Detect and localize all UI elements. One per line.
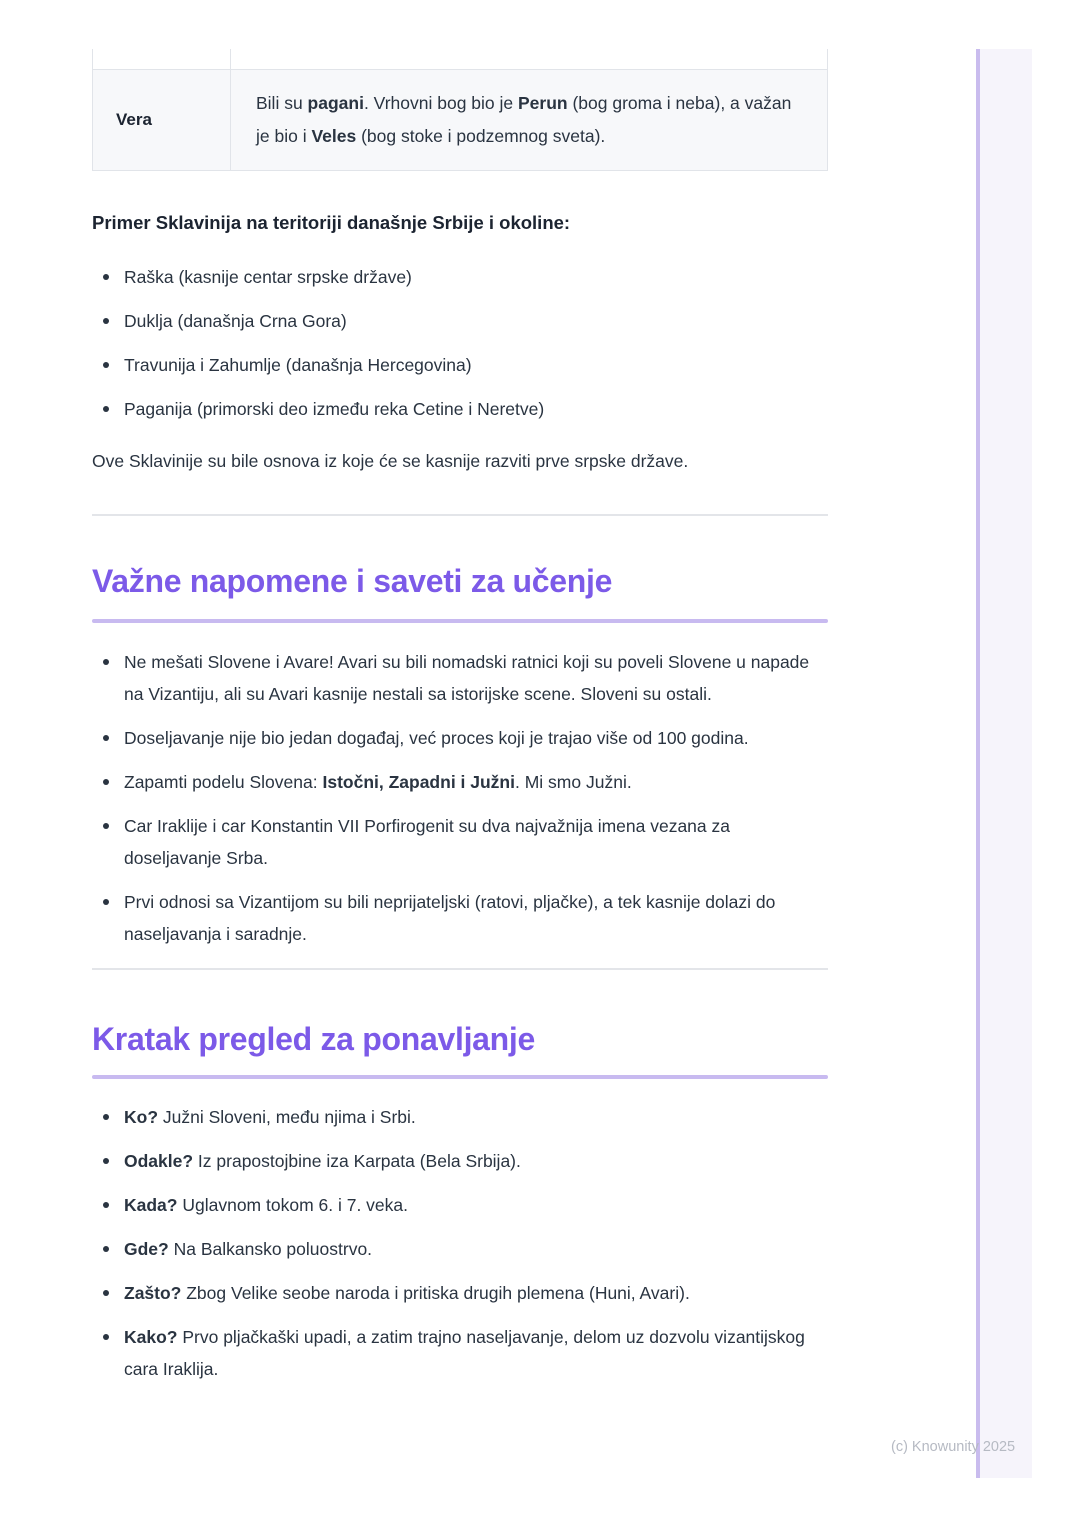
bold-text: Istočni, Zapadni i Južni [322,772,515,792]
text: . Mi smo Južni. [515,772,632,792]
bold-text: Kako? [124,1327,178,1347]
list-item [92,810,828,874]
sklavinije-list [92,261,828,425]
info-table [92,49,828,171]
text: Uglavnom tokom 6. i 7. veka. [177,1195,409,1215]
table-value-cell [231,70,827,170]
list-item [92,1233,828,1265]
section-divider [92,514,828,516]
list-item [92,766,828,798]
text: Zbog Velike seobe naroda i pritiska drugih plemena (Huni, Avari). [181,1283,690,1303]
list-item [92,1277,828,1309]
napomene-heading: Važne napomene i saveti za učenje [92,563,613,599]
napomene-list [92,646,828,950]
page-edge-strip-border [976,49,980,1478]
bold-text: Veles [311,126,357,146]
list-item [92,1145,828,1177]
list-item [92,646,828,710]
text: (bog groma i neba), a važan je bio i [256,93,792,146]
text: Prvo pljačkaški upadi, a zatim trajno naseljavanje, delom uz dozvolu vizantijskog cara Iraklija. [124,1327,805,1379]
pregled-heading: Kratak pregled za ponavljanje [92,1021,536,1057]
text: Ne mešati Slovene i Avare! Avari su bili nomadski ratnici koji su poveli Slovene u napade na Vizantiju, ali su Avari kasnije nestali sa istorijske scene. Sloveni su ostali. [124,652,810,704]
table-cell-empty-left [93,49,231,69]
table-row-label: Vera [116,110,152,129]
bold-text: Ko? [124,1107,159,1127]
text: Zapamti podelu Slovena: [124,772,323,792]
text: Na Balkansko poluostrvo. [168,1239,373,1259]
sklavinije-heading: Primer Sklavinija na teritoriji današnje Srbije i okoline: [92,212,571,233]
pregled-list [92,1101,828,1385]
bold-text: pagani [307,93,364,113]
text: Južni Sloveni, među njima i Srbi. [158,1107,416,1127]
table-cell-text [256,87,803,153]
bold-text: Gde? [124,1239,169,1259]
list-item: Raška (kasnije centar srpske države) [92,261,828,293]
document-content [92,0,828,1397]
page-edge-strip [980,49,1032,1478]
section-divider [92,968,828,970]
heading-underline [92,1075,828,1079]
text: (bog stoke i podzemnog sveta). [356,126,606,146]
list-item [92,1189,828,1221]
sklavinije-closing: Ove Sklavinije su bile osnova iz koje će se kasnije razviti prve srpske države. [92,451,689,471]
bold-text: Perun [517,93,568,113]
bold-text: Kada? [124,1195,178,1215]
list-item [92,1321,828,1385]
table-row-partial [93,49,827,70]
text: Iz prapostojbine iza Karpata (Bela Srbija). [193,1151,521,1171]
list-item [92,722,828,754]
list-item: Travunija i Zahumlje (današnja Hercegovina) [92,349,828,381]
list-item: Paganija (primorski deo između reka Cetine i Neretve) [92,393,828,425]
heading-underline [92,619,828,623]
table-header-cell [93,70,231,170]
bold-text: Odakle? [124,1151,194,1171]
text: Car Iraklije i car Konstantin VII Porfirogenit su dva najvažnija imena vezana za doseljavanje Srba. [124,816,730,868]
list-item [92,1101,828,1133]
copyright-watermark: (c) Knowunity 2025 [891,1439,1016,1455]
table-row-vera [93,70,827,170]
text: . Vrhovni bog bio je [363,93,518,113]
list-item [92,886,828,950]
bold-text: Zašto? [124,1283,182,1303]
list-item: Duklja (današnja Crna Gora) [92,305,828,337]
text: Prvi odnosi sa Vizantijom su bili neprijateljski (ratovi, pljačke), a tek kasnije dolazi do naseljavanja i saradnje. [124,892,776,944]
text: Bili su [256,93,308,113]
text: Doseljavanje nije bio jedan događaj, već proces koji je trajao više od 100 godina. [124,728,749,748]
